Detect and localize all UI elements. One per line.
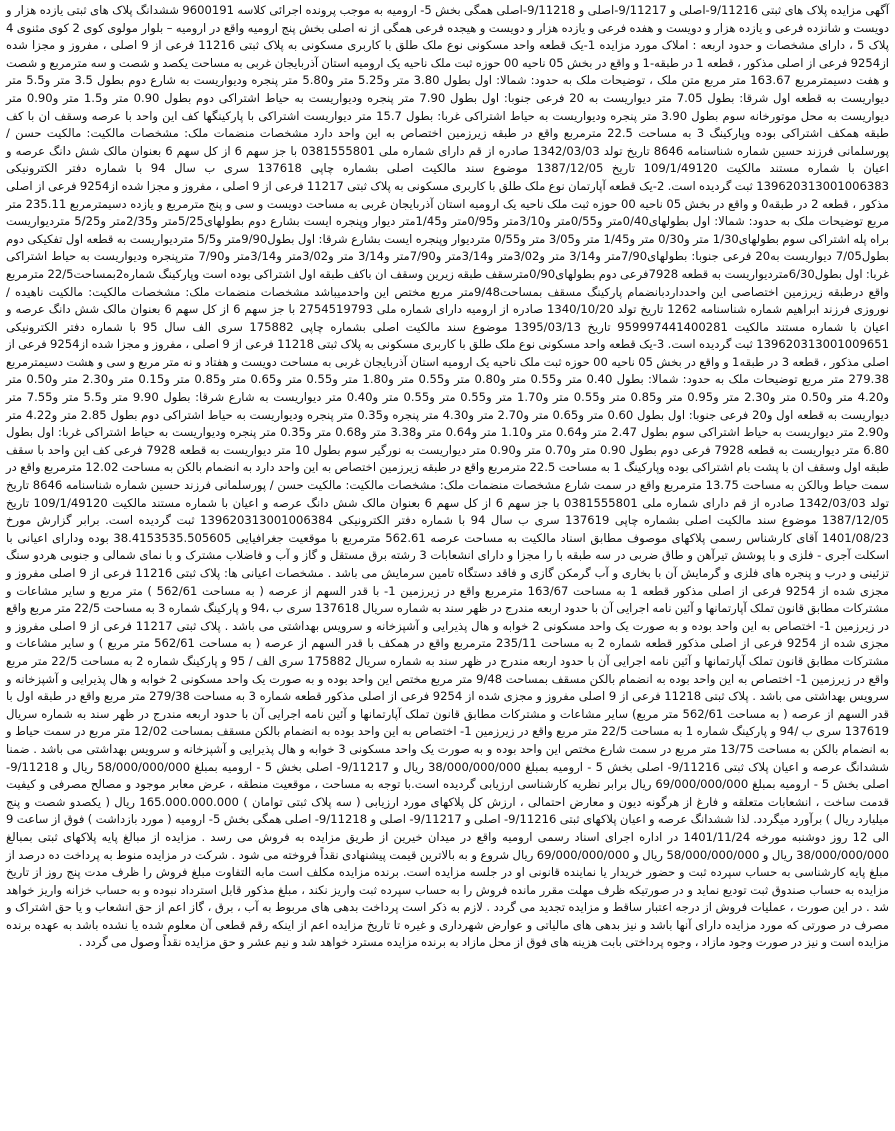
auction-notice-text: آگهی مزایده پلاک های ثبتی 9/11216-اصلی و 9/11217-اصلی و 9/11218-اصلی همگی بخش 5- ارومیه به موجب پرونده اجرائی کلاسه 9600191 ششدانگ پلاک های ثبتی یازده هزار و دویست و شانزده فرعی و یازده هزار و دویست و هفده فرعی و یازده هزار و دویست و هیجده فرعی همگی از نه اصلی بخش پنج ارومیه واقع در ارومیه – بلوار مولوی کوی 2 کوی مثنوی 4 پلاک 5 ، دارای مشخصات و حدود اربعه : املاک مورد مزایده 1-یک قطعه واحد مسکونی نوع ملک طلق با کاربری مسکونی به پلاک ثبتی 11216 فرعی از 9 اصلی ، مفروز و مجزا شده از9254 فرعی از اصلی مذکور ، قطعه 1 در طبقه-1 و واقع در بخش 05 ناحیه 00 حوزه ثبت ملک ناحیه یک ارومیه استان آذربایجان غربی به مساحت یکصد و شصت و سه مترمربع و شصت و هفت دسیمترمربع 163.67 متر مربع متن ملک ، توضیحات ملک به حدود: شمالا: اول بطول 3.80 متر و5.25 متر و5.80 متر پنجره ودیواریست به شارع دوم بطول 3.5 متر و5.5 متر دیواریست به قطعه اول شرقا: بطول 7.05 متر دیواریست به 20 فرعی جنوبا: اول بطول 7.90 متر پنجره ودیواریست به حیاط اشتراکی دوم بطول 0.90 متر و1.5 متر و0.90 متر دیواریست به محل موتورخانه سوم بطول 3.90 متر پنجره ودیواریست به حیاط اشتراکی غربا: بطول 15.7 متر دیواریست اشتراکی با پارکینگها کف این واحد با عرصه وسقف ان با کف طبقه همکف اشتراکی بوده وپارکینگ 3 به مساحت 22.5 مترمربع واقع در طبقه زیرزمین اختصاص به این واحد دارد مشخصات منضمات ملک: مشخصات مالکیت: مالکیت حسن / پورسلمانی فرزند حسین شماره شناسنامه 8646 تاریخ تولد 1342/03/03 صادره از قم دارای شماره ملی 0381555801 با جز سهم 6 از کل سهم 6 بعنوان مالک شش دانگ عرصه و اعیان با شماره مستند مالکیت 109/1/49120 تاریخ 1387/12/05 موضوع سند مالکیت اصلی بشماره چاپی 137618 سری ب سال 94 با شماره دفتر الکترونیکی 139620313001006383 ثبت گردیده است. 2-یک قطعه آپارتمان نوع ملک طلق با کاربری مسکونی به پلاک ثبتی 11217 فرعی از 9 اصلی ، مفروز و مجزا شده از9254 فرعی از اصلی مذکور ، قطعه 2 در طبقه0 و واقع در بخش 05 ناحیه 00 حوزه ثبت ملک ناحیه یک ارومیه استان آذربایجان غربی به مساحت دویست و سی و پنج مترمربع و یازده دسیمترمربع 235.11 متر مربع توضیحات ملک به حدود: شمالا: اول بطولهای0/40متر و0/55متر و3/10متر و0/95متر و1/45متر دیوار وپنجره ایست بشارع دوم بطولهای5/25متر و2/35متر و5/25 متردیواریست براه پله اشتراکی سوم بطولهای1/30 متر و0/30 متر و1/45 متر و3/05 متر و0/55 متردیوار وپنجره ایست بشارع شرقا: اول بطول9/90متر و5/5 متردیواریست به قطعه اول تفکیکی دوم بطول7/05 دیواریست به20 فرعی جنوبا: بطولهای7/90متر و3/14 متر و3/02متر و3/14متر و7/90متر و3/14 متر و3/02متر و3/14متر و7/90 مترپنجره ودیواریست به حیاط اشتراکی غربا: اول بطول6/30متردیواریست به قطعه 7928فرعی دوم بطولهای0/90مترسقف طبقه زیرین وسقف ان باکف طبقه اول اشتراکی بوده است وپارکینگ شماره2بمساحت22/5 مترمربع واقع درطبقه زیرزمین اختصاصی این واحدداردبانضمام پارکینگ مسقف بمساحت9/48متر مربع مختص این واحدمیباشد مشخصات منضمات ملک: مشخصات مالکیت: مالکیت ناهیده / نوروزی فرزند ابراهیم شماره شناسنامه 1262 تاریخ تولد 1340/10/20 صادره از ارومیه دارای شماره ملی 2754519793 با جز سهم 6 از کل سهم 6 بعنوان مالک شش دانگ عرصه و اعیان با شماره مستند مالکیت 959997441400281 تاریخ 1395/03/13 موضوع سند مالکیت اصلی بشماره چاپی 175882 سری الف سال 95 با شماره دفتر الکترونیکی 139620313001009651 ثبت گردیده است. 3-یک قطعه واحد مسکونی نوع ملک طلق با کاربری مسکونی به پلاک ثبتی 11218 فرعی از 9 اصلی ، مفروز و مجزا شده از9254 فرعی از اصلی مذکور ، قطعه 3 در طبقه1 و واقع در بخش 05 ناحیه 00 حوزه ثبت ملک ناحیه یک ارومیه استان آذربایجان غربی به مساحت دویست و هفتاد و نه متر مربع و سی و هشت دسیمترمربع 279.38 متر مربع توضیحات ملک به حدود: شمالا: بطول 0.40 متر و0.55 متر و0.80 متر و0.55 متر و1.80 متر و0.55 متر و0.65 متر و0.85 متر و0.15 متر و2.30 متر و0.50 متر و4.20 متر و0.50 متر و2.30 متر و0.95 متر و0.85 متر و0.55 متر و1.70 متر و0.55 متر و0.55 متر و0.40 متر دیواریست به شارع شرقا: بطول 9.90 متر و5.5 متر و7.55 متر دیواریست به قطعه اول و20 فرعی جنوبا: اول بطول 0.60 متر و0.65 متر و2.70 متر و4.30 متر پنجره و0.35 متر پنجره ودیواریست به حیاط اشتراکی دوم بطول 2.85 متر و4.22 متر و2.90 متر دیواریست به حیاط اشتراکی سوم بطول 2.47 متر و0.64 متر و1.10 متر و0.64 متر و3.38 متر و0.68 متر و0.35 متر پنجره ودیواریست به حیاط اشتراکی غربا: اول بطول 6.80 متر دیواریست به قطعه 7928 فرعی دوم بطول 0.90 متر و0.70 متر و0.90 متر دیواریست به نورگیر سوم بطول 10 متر دیواریست به قطعه 7928 فرعی کف این واحد با سقف طبقه اول وسقف ان با پشت بام اشتراکی بوده وپارکینگ 1 به مساحت 22.5 مترمربع واقع در طبقه زیرزمین اختصاص به این واحد دارد به انضمام بالکن به مساحت 12.02 مترمربع واقع در سمت حیاط وبالکن به مساحت 13.75 مترمربع واقع در سمت شارع مشخصات منضمات ملک: مشخصات مالکیت: مالکیت حسن / پورسلمانی فرزند حسین شماره شناسنامه 8646 تاریخ تولد 1342/03/03 صادره از قم دارای شماره ملی 0381555801 با جز سهم 6 از کل سهم 6 بعنوان مالک شش دانگ عرصه و اعیان با شماره مستند مالکیت 109/1/49120 تاریخ 1387/12/05 موضوع سند مالکیت اصلی بشماره چاپی 137619 سری ب سال 94 با شماره دفتر الکترونیکی 139620313001006384 ثبت گردیده است. برابر گزارش مورخ 1401/08/23 آقای کارشناس رسمی پلاکهای موصوف مطابق اسناد مالکیت به مساحت عرصه 562.61 مترمربع با موقعیت جغرافیایی 38.4153535.505605 بوده ودارای اعیانی با اسکلت آجری - فلزی و با پوشش تیرآهن و طاق ضربی در سه طبقه با را مجزا و دارای انشعابات 3 رشته برق مستقل و گاز و آب و فاضلاب مشترک و با نمای شمالی و جنوبی هردو سنگ تزئینی و درب و پنجره های فلزی و گرمایش آن با بخاری و آب گرمکن گازی و فاقد دستگاه تامین سرمایش می باشد . مشخصات اعیانی ها: پلاک ثبتی 11216 فرعی از 9 اصلی مفروز و مجزی شده از 9254 فرعی از اصلی مذکور قطعه 1 به مساحت 163/67 مترمربع واقع در زیرزمین 1- با قدر السهم از عرصه ( به مساحت 562/61 ) متر مربع و سایر مشاعات و مشترکات مطابق قانون تملک آپارتمانها و آئین نامه اجرایی آن با حدود اربعه مندرج در ظهر سند به شماره سریال 137618 سری ب ،94 و پارکینگ شماره 3 به مساحت 22/5 متر مربع واقع در زیرزمین 1- اختصاص به این واحد بوده و به صورت یک واحد مسکونی 2 خوابه و هال پذیرایی و آشپزخانه و سرویس بهداشتی می باشد . پلاک ثبتی 11217 فرعی از 9 اصلی مفروز و مجزی شده از 9254 فرعی از اصلی مذکور قطعه شماره 2 به مساحت 235/11 مترمربع واقع در همکف با قدر السهم از عرصه ( به مساحت 562/61 متر مربع ) و سایر مشاعات و مشترکات مطابق قانون تملک آپارتمانها و آئین نامه اجرایی آن با حدود اربعه مندرج در ظهر سند به شماره سریال 175882 سری الف / 95 و پارکینگ شماره 2 به مساحت 22/5 متر مربع واقع در زیرزمین 1- اختصاص به این واحد بوده به انضمام بالکن مسقف بمساحت 9/48 متر مربع مختص این واحد بوده و به صورت یک واحد مسکونی 2 خوابه و هال پذیرایی و آشپزخانه و سرویس بهداشتی می باشد . پلاک ثبتی 11218 فرعی از 9 اصلی مفروز و مجزی شده از 9254 فرعی از اصلی مذکور قطعه شماره 3 به مساحت 279/38 متر مربع واقع در طبقه اول با قدر السهم از عرصه ( به مساحت 562/61 متر مربع) سایر مشاعات و مشترکات مطابق قانون تملک آپارتمانها و آئین نامه اجرایی آن با حدود اربعه مندرج در ظهر سند به شماره سریال 137619 سری ب /94 و پارکینگ شماره 1 به مساحت 22/5 متر مربع واقع در زیرزمین 1- اختصاص به این واحد بوده به انضمام بالکن مسقف بمساحت 12/02 متر مربع در سمت حیاط و به انضمام بالکن به مساحت 13/75 متر مربع در سمت شارع مختص این واحد بوده و به صورت یک واحد مسکونی 3 خوابه و هال پذیرایی و آشپزخانه و سرویس بهداشتی می باشد . ضمنا ششدانگ عرصه و اعیان پلاک ثبتی 9/11216- اصلی بخش 5 - ارومیه بمبلغ 38/000/000/000 ریال و 9/11217- اصلی بخش 5 - ارومیه بمبلغ 58/000/000/000 ریال و 9/11218- اصلی بخش 5 - ارومیه بمبلغ 69/000/000/000 ریال برابر نظریه کارشناسی ارزیابی گردیده است.با توجه به مساحت ، موقعیت منطقه ، عرض معابر موجود و مصالح مصرفی و کیفیت قدمت ساخت ، انشعابات متعلقه و فارغ از هرگونه دیون و معارض احتمالی ، ارزش کل پلاکهای مورد ارزیابی ( سه پلاک ثبتی توامان ) 165.000.000.000 ریال ( یکصدو شصت و پنج میلیارد ریال ) برآورد میگردد. لذا ششدانگ عرصه و اعیان پلاکهای ثبتی 9/11216- اصلی و 9/11217- اصلی و 9/11218- اصلی همگی بخش 5- ارومیه ( مورد بازداشت ) فوق از ساعت 9 الی 12 روز دوشنبه مورخه 1401/11/24 در اداره اجرای اسناد رسمی ارومیه واقع در میدان خیرین از طریق مزایده به فروش می رسد . مزایده از مبالغ پایه پلاکهای ثبتی بمبالغ 38/000/000/000 ریال و 58/000/000/000 ریال و 69/000/000/000 ریال شروع و به بالاترین قیمت پیشنهادی نقداً فروخته می شود . شرکت در مزایده منوط به پرداخت ده درصد از مبلغ پایه کارشناسی به حساب سپرده ثبت و حضور خریدار یا نماینده قانونی او در جلسه مزایده است. برنده مزایده مکلف است مابه التفاوت مبلغ فروش را ظرف مدت پنج روز از تاریخ مزایده به حساب صندوق ثبت تودیع نماید و در صورتیکه ظرف مهلت مقرر مانده فروش را به حساب سپرده ثبت واریز نکند ، مبلغ مذکور قابل استرداد نبوده و به حساب خزانه واریز خواهد شد . در این صورت ، عملیات فروش از درجه اعتبار ساقط و مزایده تجدید می گردد . لازم به ذکر است پرداخت بدهی های مربوط به آب ، برق ، گاز اعم از حق انشعاب و یا حق اشتراک و مصرف در صورتی که مورد مزایده دارای آنها باشد و نیز بدهی های مالیاتی و عوارض شهرداری و غیره تا تاریخ مزایده اعم از اینکه رقم قطعی آن معلوم شده یا نشده باشد به عهده برنده مزایده است و نیز در صورت وجود مازاد ، وجوه پرداختی بابت هزینه های فوق از محل مازاد به برنده مزایده مسترد خواهد شد و نیم عشر و حق مزایده نقداً وصول می گردد . (6, 3, 890, 950)
auction-notice (6, 2, 889, 952)
